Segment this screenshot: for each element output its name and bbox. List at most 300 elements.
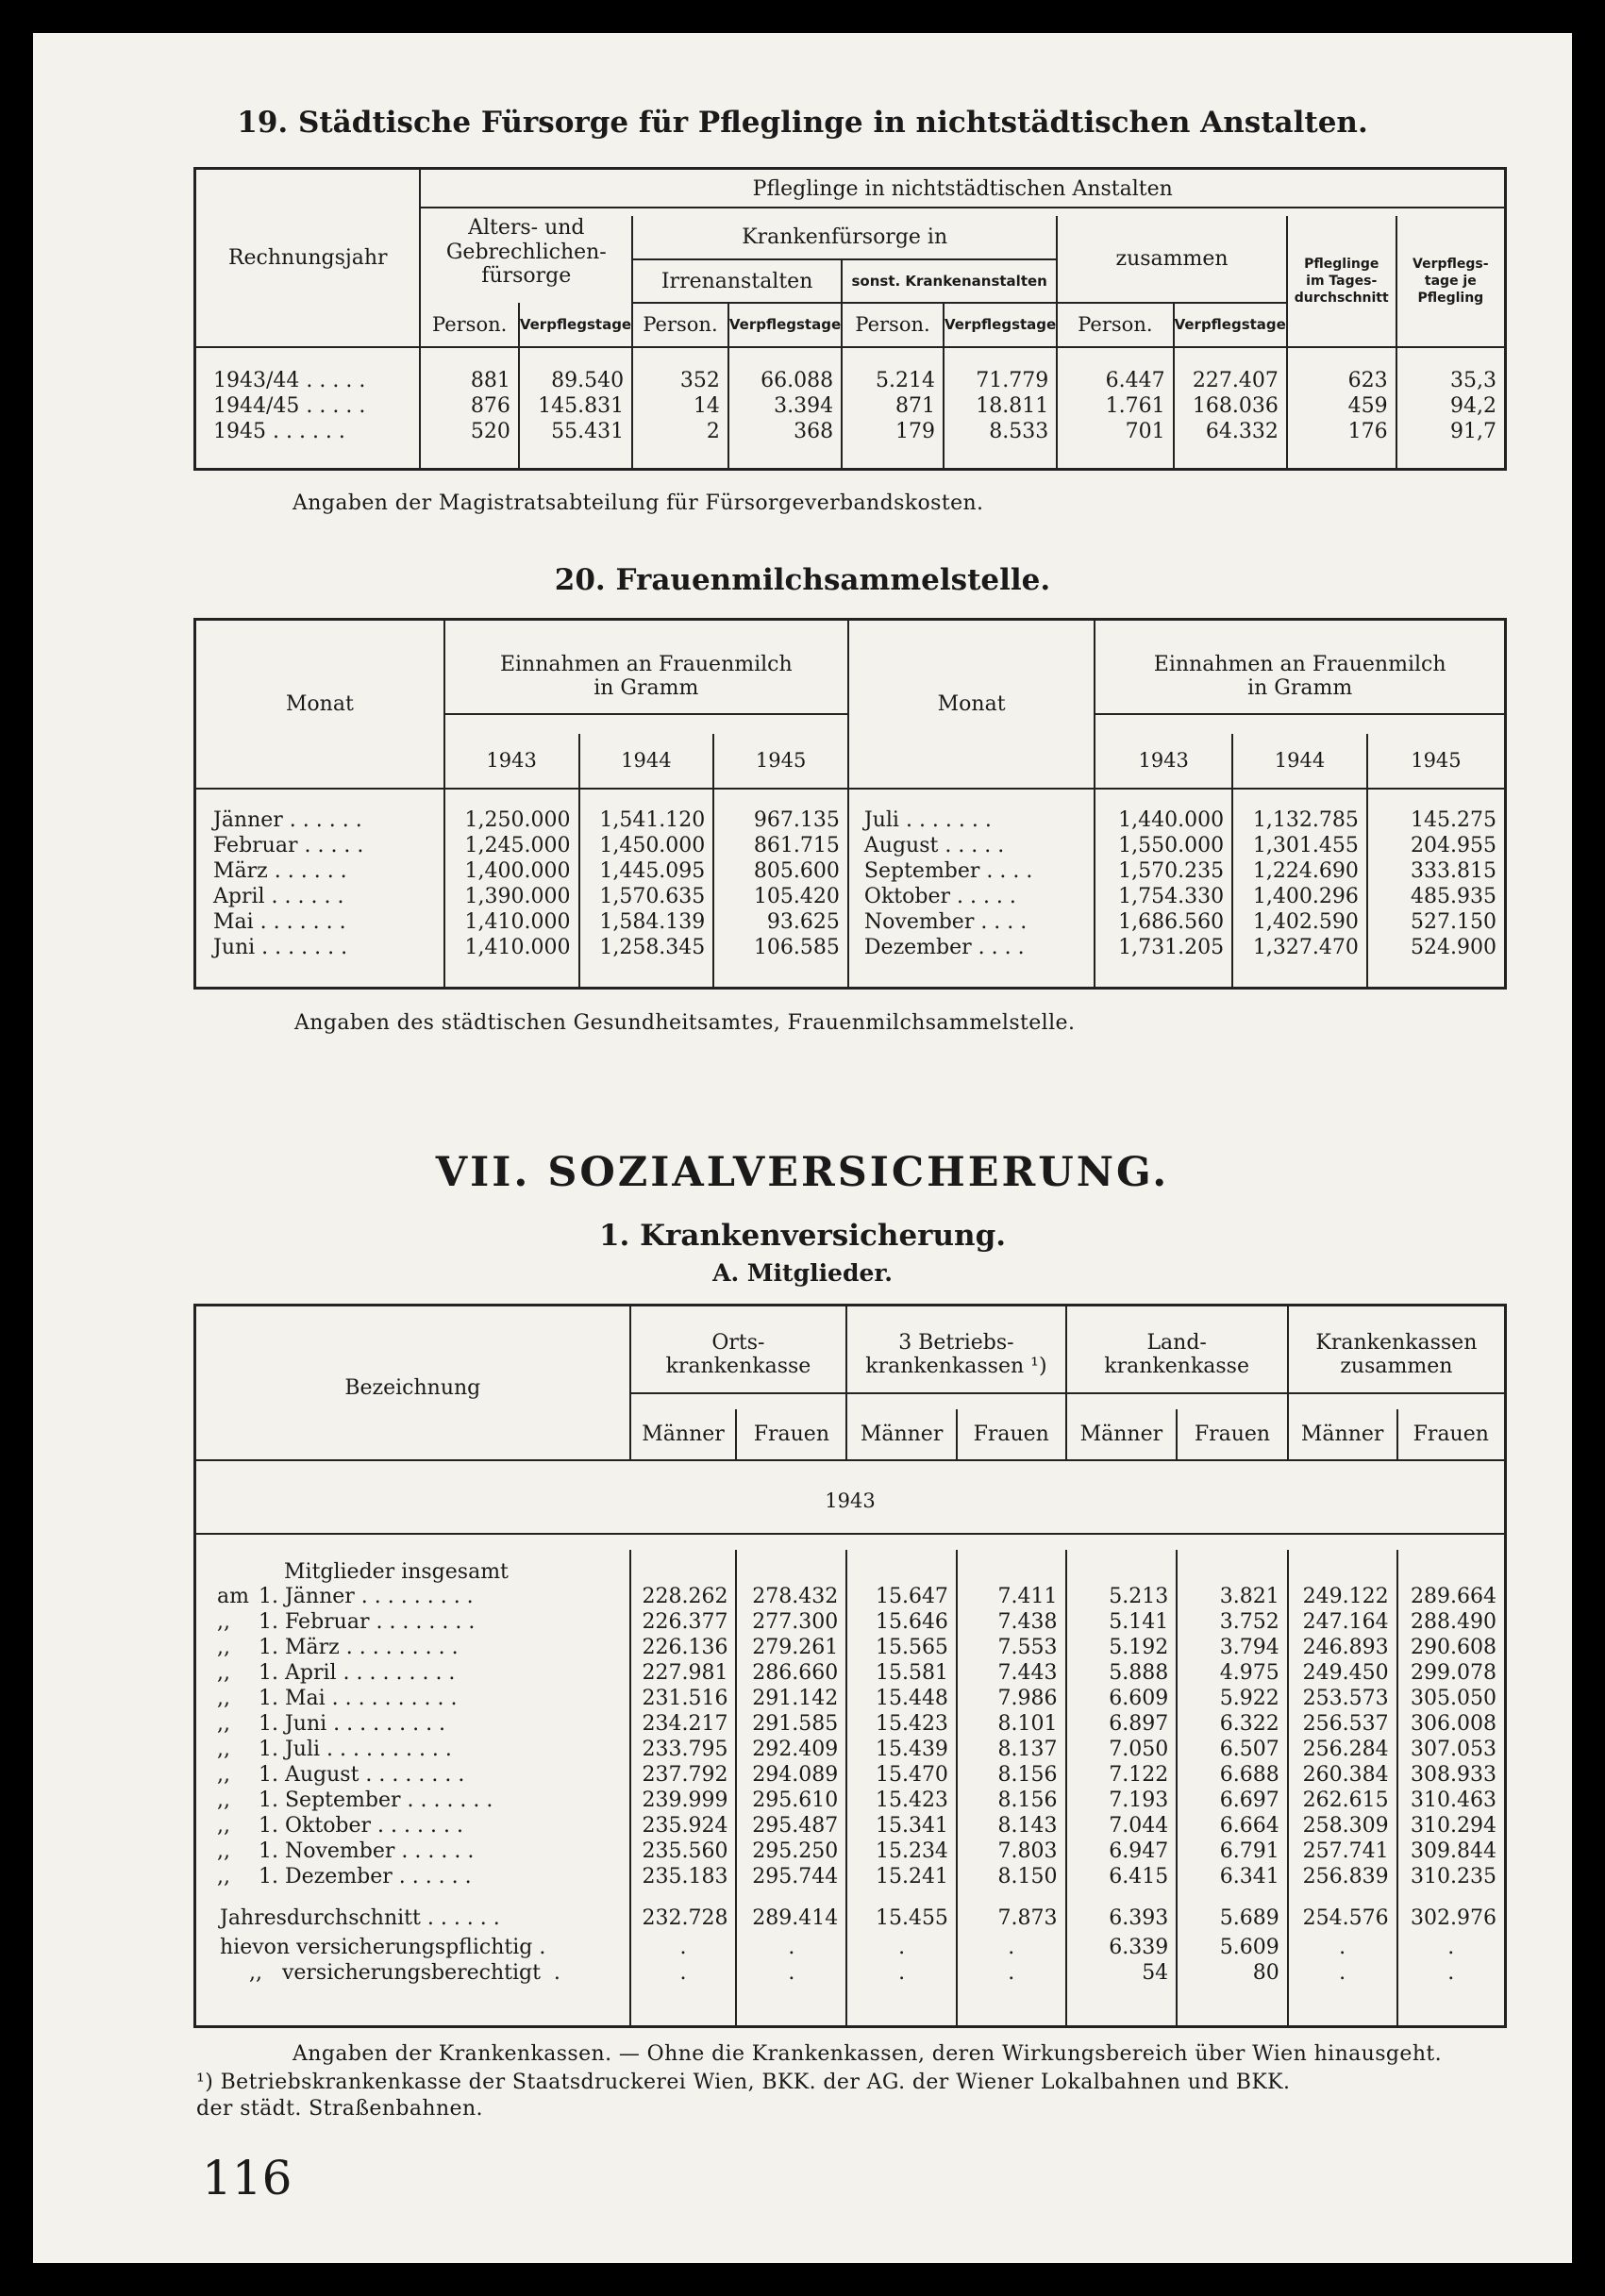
row-prefix: ,,: [217, 1865, 230, 1889]
cell: .: [846, 1960, 957, 1986]
cell: 1,570.635: [579, 884, 714, 909]
h-year: 1945: [1367, 734, 1506, 789]
h-sonst: sonst. Krankenanstalten: [842, 259, 1057, 303]
row-month: 1. September . . . . . . .: [259, 1789, 493, 1813]
cell: 3.752: [1177, 1609, 1288, 1635]
tA-body: [195, 1550, 1506, 2026]
table-row: [195, 419, 1506, 444]
cell: 6.697: [1177, 1788, 1288, 1813]
cell: 861.715: [713, 833, 848, 858]
spacer-cell: [728, 347, 842, 368]
row-month: April . . . . . .: [213, 884, 344, 908]
cell: 256.284: [1288, 1737, 1397, 1762]
row-prefix: ,,: [217, 1763, 230, 1788]
row-month: Februar . . . . .: [213, 833, 364, 857]
cell: 299.078: [1397, 1660, 1506, 1686]
cell: 295.610: [736, 1788, 846, 1813]
cell: 249.450: [1288, 1660, 1397, 1686]
cell: 258.309: [1288, 1813, 1397, 1838]
cell: 227.407: [1174, 368, 1287, 393]
cell: 5.192: [1066, 1635, 1178, 1660]
cell: 520: [420, 419, 518, 444]
cell: 5.609: [1177, 1935, 1288, 1960]
cell: 7.044: [1066, 1813, 1178, 1838]
h-betriebs: 3 Betriebs- krankenkassen ¹): [846, 1306, 1065, 1409]
spacer-cell: [736, 1986, 846, 2026]
table-row: [195, 1584, 1506, 1609]
cell: 247.164: [1288, 1609, 1397, 1635]
cell: 233.795: [630, 1737, 737, 1762]
tA-table: [193, 1304, 1507, 2028]
cell: 226.377: [630, 1609, 737, 1635]
row-month: Juni . . . . . . .: [213, 935, 348, 959]
section-title: VII. SOZIALVERSICHERUNG.: [435, 1149, 1170, 1196]
spacer-cell: [1177, 1986, 1288, 2026]
section-sub1: 1. Krankenversicherung.: [598, 1219, 1007, 1253]
cell: 306.008: [1397, 1711, 1506, 1737]
spacer-cell: [713, 960, 848, 989]
row-month: Juli . . . . . . .: [848, 807, 1095, 833]
spacer-cell: [195, 1889, 630, 1901]
spacer-cell: [195, 789, 444, 807]
h-zusammen: zusammen: [1057, 216, 1287, 303]
cell: 15.470: [846, 1762, 957, 1788]
cell: 1,440.000: [1095, 807, 1232, 833]
spacer-cell: [519, 444, 632, 470]
cell: 54: [1066, 1960, 1178, 1986]
h-year: 1943: [1095, 734, 1232, 789]
cell: 15.581: [846, 1660, 957, 1686]
row-month: 1. November . . . . . .: [259, 1839, 475, 1864]
cell: 6.322: [1177, 1711, 1288, 1737]
cell: 227.981: [630, 1660, 737, 1686]
spacer-cell: [736, 1889, 846, 1901]
cell: .: [736, 1960, 846, 1986]
spacer-cell: [846, 1986, 957, 2026]
spacer-cell: [944, 444, 1057, 470]
spacer-cell: [1288, 1889, 1397, 1901]
t20-source: Angaben des städtischen Gesundheitsamtes, Frauenmilchsammelstelle.: [294, 1011, 1076, 1035]
t20-body: [195, 789, 1506, 989]
cell: 881: [420, 368, 518, 393]
cell: 15.423: [846, 1788, 957, 1813]
t19-source: Angaben der Magistratsabteilung für Fürsorgeverbandskosten.: [293, 491, 984, 515]
cell: 15.646: [846, 1609, 957, 1635]
cell: 6.947: [1066, 1838, 1178, 1864]
cell: 145.831: [519, 393, 632, 419]
cell: 7.438: [957, 1609, 1066, 1635]
cell: 1,224.690: [1232, 858, 1367, 884]
h-frauen: Frauen: [1397, 1409, 1506, 1461]
tA-source: Angaben der Krankenkassen. — Ohne die Krankenkassen, deren Wirkungsbereich über Wien hinausgeht.: [293, 2042, 1443, 2066]
cell: 204.955: [1367, 833, 1506, 858]
table-row: [195, 935, 1506, 960]
spacer-cell: [444, 789, 579, 807]
cell: 235.183: [630, 1864, 737, 1889]
cell: 256.839: [1288, 1864, 1397, 1889]
cell: 6.664: [1177, 1813, 1288, 1838]
h-rechnungsjahr: Rechnungsjahr: [195, 169, 421, 347]
cell: .: [846, 1935, 957, 1960]
cell: 292.409: [736, 1737, 846, 1762]
h-maenner: Männer: [846, 1409, 957, 1461]
table-row: [195, 1711, 1506, 1737]
cell: 237.792: [630, 1762, 737, 1788]
spacer-cell: [1287, 347, 1396, 368]
cell: 55.431: [519, 419, 632, 444]
row-label: [195, 1660, 630, 1686]
t19-body: [195, 347, 1506, 470]
h-person: Person.: [842, 303, 944, 346]
cell: 64.332: [1174, 419, 1287, 444]
cell: 106.585: [713, 935, 848, 960]
row-prefix: ,,: [217, 1814, 230, 1838]
cell: 15.647: [846, 1584, 957, 1609]
cell: 253.573: [1288, 1686, 1397, 1711]
cell: 1,400.296: [1232, 884, 1367, 909]
cell: 352: [632, 368, 728, 393]
h-verpflegstage: Verpflegstage: [728, 303, 842, 346]
cell: 8.137: [957, 1737, 1066, 1762]
row-prefix: ,,: [217, 1712, 230, 1737]
spacer-cell: [579, 960, 714, 989]
cell: 15.234: [846, 1838, 957, 1864]
cell: 4.975: [1177, 1660, 1288, 1686]
spacer-cell: [1397, 1889, 1506, 1901]
row-label: [195, 1737, 630, 1762]
spacer-cell: [1288, 1550, 1397, 1584]
h-pfl-tages: Pfleglinge im Tages- durchschnitt: [1287, 216, 1396, 346]
row-month: 1. Mai . . . . . . . . . .: [259, 1687, 458, 1711]
cell: 5.922: [1177, 1686, 1288, 1711]
row-month: August . . . . .: [848, 833, 1095, 858]
cell: 333.815: [1367, 858, 1506, 884]
cell: .: [630, 1960, 737, 1986]
tA-footnote-1: ¹) Betriebskrankenkasse der Staatsdruckerei Wien, BKK. der AG. der Wiener Lokalbahnen und BKK.: [196, 2071, 1291, 2094]
spacer-cell: [1095, 960, 1232, 989]
h-frauen: Frauen: [957, 1409, 1066, 1461]
row-month: November . . . .: [848, 909, 1095, 935]
cell: 524.900: [1367, 935, 1506, 960]
cell: 277.300: [736, 1609, 846, 1635]
cell: 307.053: [1397, 1737, 1506, 1762]
row-month: 1. August . . . . . . . .: [259, 1763, 465, 1788]
cell: 18.811: [944, 393, 1057, 419]
spacer-cell: [195, 444, 421, 470]
row-label: [195, 1813, 630, 1838]
spacer-cell: [195, 1986, 630, 2026]
cell: 1,731.205: [1095, 935, 1232, 960]
cell: 14: [632, 393, 728, 419]
cell: 179: [842, 419, 944, 444]
cell: 7.443: [957, 1660, 1066, 1686]
cell: 6.897: [1066, 1711, 1178, 1737]
cell: 876: [420, 393, 518, 419]
cell: 1,250.000: [444, 807, 579, 833]
cell: 7.122: [1066, 1762, 1178, 1788]
cell: 3.394: [728, 393, 842, 419]
row-month: 1. Juni . . . . . . . . .: [259, 1712, 446, 1737]
row-prefix: ,,: [217, 1610, 230, 1635]
cell: 1,754.330: [1095, 884, 1232, 909]
h-verpflegstage: Verpflegstage: [1174, 303, 1287, 346]
cell: .: [957, 1935, 1066, 1960]
row-label: [195, 1788, 630, 1813]
cell: 15.241: [846, 1864, 957, 1889]
cell: 8.156: [957, 1788, 1066, 1813]
cell: 2: [632, 419, 728, 444]
h-irren: Irrenanstalten: [632, 259, 842, 303]
cell: 527.150: [1367, 909, 1506, 935]
cell: 1.761: [1057, 393, 1173, 419]
cell: 5.214: [842, 368, 944, 393]
cell: 7.411: [957, 1584, 1066, 1609]
cell: 5.213: [1066, 1584, 1178, 1609]
row-month: 1. Dezember . . . . . .: [259, 1865, 472, 1889]
spacer-cell: [195, 347, 421, 368]
spacer-cell: [1066, 1550, 1178, 1584]
t20-title: 20. Frauenmilchsammelstelle.: [554, 563, 1051, 597]
spacer-cell: [944, 347, 1057, 368]
row-label-mitglieder: Mitglieder insgesamt: [284, 1560, 509, 1585]
cell: 1,445.095: [579, 858, 714, 884]
cell: 93.625: [713, 909, 848, 935]
spacer-cell: [957, 1889, 1066, 1901]
cell: 6.688: [1177, 1762, 1288, 1788]
spacer-cell: [420, 347, 518, 368]
cell: 80: [1177, 1960, 1288, 1986]
t19-title: 19. Städtische Fürsorge für Pfleglinge in nichtstädtischen Anstalten.: [237, 106, 1368, 140]
cell: 234.217: [630, 1711, 737, 1737]
cell: 291.585: [736, 1711, 846, 1737]
h-maenner: Männer: [1288, 1409, 1397, 1461]
cell: 235.560: [630, 1838, 737, 1864]
cell: 228.262: [630, 1584, 737, 1609]
row-month: 1. Jänner . . . . . . . . .: [259, 1585, 474, 1609]
row-prefix: ,,: [217, 1738, 230, 1762]
h-alters: Alters- und Gebrechlichen- fürsorge: [420, 216, 632, 303]
cell: 5.689: [1177, 1901, 1288, 1935]
spacer-cell: [1396, 347, 1506, 368]
cell: 5.888: [1066, 1660, 1178, 1686]
cell: 231.516: [630, 1686, 737, 1711]
h-maenner: Männer: [630, 1409, 737, 1461]
cell: .: [630, 1935, 737, 1960]
cell: 15.455: [846, 1901, 957, 1935]
spacer-cell: [713, 789, 848, 807]
cell: .: [1397, 1960, 1506, 1986]
spacer-cell: [579, 789, 714, 807]
cell: .: [736, 1935, 846, 1960]
row-prefix: ,,: [217, 1661, 230, 1686]
cell: 15.341: [846, 1813, 957, 1838]
h-person: Person.: [632, 303, 728, 346]
spacer-cell: [846, 1889, 957, 1901]
cell: 256.537: [1288, 1711, 1397, 1737]
table-row: [195, 1686, 1506, 1711]
spacer-cell: [444, 960, 579, 989]
row-label: [195, 1762, 630, 1788]
h-verpflegstage: Verpflegstage: [519, 303, 632, 346]
t20-table: [193, 618, 1507, 990]
table-row: [195, 368, 1506, 393]
page-number: 116: [202, 2151, 293, 2205]
cell: 94,2: [1396, 393, 1506, 419]
h-einnahmen-left: Einnahmen an Frauenmilch in Gramm: [444, 620, 848, 734]
cell: .: [957, 1960, 1066, 1986]
h-monat-left: Monat: [195, 620, 444, 789]
cell: .: [1397, 1935, 1506, 1960]
spacer-cell: [1367, 960, 1506, 989]
cell: 310.463: [1397, 1788, 1506, 1813]
cell: 294.089: [736, 1762, 846, 1788]
row-label-avg: Jahresdurchschnitt . . . . . .: [220, 1905, 500, 1930]
cell: 1,390.000: [444, 884, 579, 909]
cell: 459: [1287, 393, 1396, 419]
table-row: [195, 1737, 1506, 1762]
cell: 286.660: [736, 1660, 846, 1686]
cell: 3.821: [1177, 1584, 1288, 1609]
row-prefix: am: [217, 1585, 249, 1609]
cell: 279.261: [736, 1635, 846, 1660]
spacer-cell: [736, 1550, 846, 1584]
spacer-cell: [957, 1550, 1066, 1584]
cell: 249.122: [1288, 1584, 1397, 1609]
cell: 289.664: [1397, 1584, 1506, 1609]
spacer-cell: [1397, 1550, 1506, 1584]
cell: 1,132.785: [1232, 807, 1367, 833]
cell: 15.565: [846, 1635, 957, 1660]
h-person: Person.: [420, 303, 518, 346]
cell: 291.142: [736, 1686, 846, 1711]
cell: 1,550.000: [1095, 833, 1232, 858]
spacer-cell: [846, 1550, 957, 1584]
cell: 239.999: [630, 1788, 737, 1813]
cell: 1,584.139: [579, 909, 714, 935]
cell: 805.600: [713, 858, 848, 884]
h-pfleglinge: Pfleglinge in nichtstädtischen Anstalten: [420, 169, 1505, 217]
cell: 145.275: [1367, 807, 1506, 833]
spacer-cell: [1095, 789, 1232, 807]
cell: 246.893: [1288, 1635, 1397, 1660]
cell: 310.235: [1397, 1864, 1506, 1889]
cell: 3.794: [1177, 1635, 1288, 1660]
cell: 7.193: [1066, 1788, 1178, 1813]
cell: 7.050: [1066, 1737, 1178, 1762]
row-month: September . . . .: [848, 858, 1095, 884]
cell: 1,686.560: [1095, 909, 1232, 935]
row-label: [195, 1635, 630, 1660]
cell: 8.143: [957, 1813, 1066, 1838]
spacer-cell: [420, 444, 518, 470]
cell: 254.576: [1288, 1901, 1397, 1935]
cell: 623: [1287, 368, 1396, 393]
table-row: [195, 1788, 1506, 1813]
cell: 967.135: [713, 807, 848, 833]
cell: 1,450.000: [579, 833, 714, 858]
cell: 295.250: [736, 1838, 846, 1864]
spacer-cell: [848, 789, 1095, 807]
h-verpfl-je: Verpflegs- tage je Pflegling: [1396, 216, 1506, 346]
spacer-cell: [1287, 444, 1396, 470]
spacer-cell: [195, 960, 444, 989]
cell: 105.420: [713, 884, 848, 909]
spacer-cell: [1396, 444, 1506, 470]
table-row: [195, 1762, 1506, 1788]
row-month: 1. Oktober . . . . . . .: [259, 1814, 463, 1838]
table-row: [195, 1813, 1506, 1838]
spacer-cell: [1066, 1889, 1178, 1901]
row-prefix: ,,: [217, 1789, 230, 1813]
spacer-cell: [728, 444, 842, 470]
h-frauen: Frauen: [736, 1409, 846, 1461]
cell: 1,245.000: [444, 833, 579, 858]
h-kranken: Krankenfürsorge in: [632, 216, 1057, 259]
spacer-cell: [1174, 347, 1287, 368]
row-month: März . . . . . .: [213, 858, 347, 883]
h-einnahmen-right: Einnahmen an Frauenmilch in Gramm: [1095, 620, 1505, 734]
h-orts: Orts- krankenkasse: [630, 1306, 847, 1409]
row-prefix: ,,: [217, 1839, 230, 1864]
spacer-cell: [842, 444, 944, 470]
cell: 5.141: [1066, 1609, 1178, 1635]
row-label: [195, 1711, 630, 1737]
cell: 7.986: [957, 1686, 1066, 1711]
cell: 309.844: [1397, 1838, 1506, 1864]
table-row: [195, 833, 1506, 858]
cell: 226.136: [630, 1635, 737, 1660]
t19-table: [193, 167, 1507, 471]
spacer-cell: [1232, 789, 1367, 807]
spacer-cell: [1057, 444, 1173, 470]
spacer-cell: [1066, 1986, 1178, 2026]
spacer-cell: [630, 1889, 737, 1901]
cell: 257.741: [1288, 1838, 1397, 1864]
cell: 310.294: [1397, 1813, 1506, 1838]
table-row: [195, 807, 1506, 833]
row-label: [195, 1584, 630, 1609]
h-year: 1944: [579, 734, 714, 789]
table-row: [195, 1838, 1506, 1864]
cell: 288.490: [1397, 1609, 1506, 1635]
cell: 235.924: [630, 1813, 737, 1838]
cell: 871: [842, 393, 944, 419]
cell: 6.341: [1177, 1864, 1288, 1889]
row-year: 1945 . . . . . .: [213, 419, 345, 443]
spacer-cell: [632, 444, 728, 470]
cell: 176: [1287, 419, 1396, 444]
h-zusammen: Krankenkassen zusammen: [1288, 1306, 1506, 1409]
cell: 1,327.470: [1232, 935, 1367, 960]
h-year: 1943: [444, 734, 579, 789]
cell: 1,570.235: [1095, 858, 1232, 884]
spacer-cell: [1177, 1550, 1288, 1584]
h-maenner: Männer: [1066, 1409, 1178, 1461]
cell: 6.791: [1177, 1838, 1288, 1864]
h-year: 1945: [713, 734, 848, 789]
cell: 8.156: [957, 1762, 1066, 1788]
cell: 15.448: [846, 1686, 957, 1711]
cell: 15.423: [846, 1711, 957, 1737]
cell: 8.533: [944, 419, 1057, 444]
cell: 6.507: [1177, 1737, 1288, 1762]
cell: 260.384: [1288, 1762, 1397, 1788]
cell: 8.101: [957, 1711, 1066, 1737]
row-month: 1. April . . . . . . . . .: [259, 1661, 456, 1686]
cell: 368: [728, 419, 842, 444]
table-row: [195, 909, 1506, 935]
cell: 35,3: [1396, 368, 1506, 393]
